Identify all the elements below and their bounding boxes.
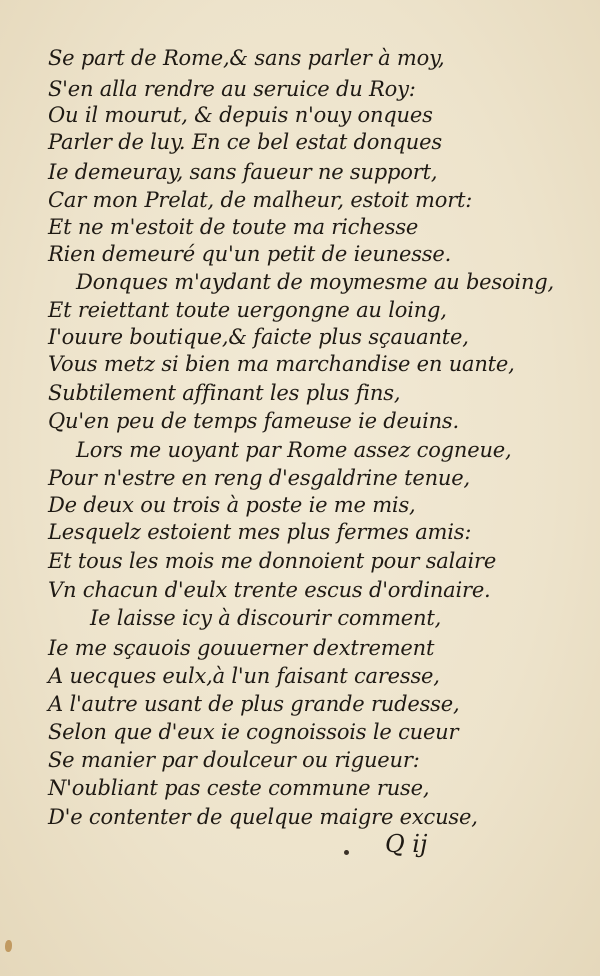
verse-line: N'oubliant pas ceste commune ruse,	[48, 776, 430, 800]
verse-line: Qu'en peu de temps fameuse ie deuins.	[48, 409, 459, 433]
verse-line: Et tous les mois me donnoient pour salaire	[48, 549, 497, 573]
verse-line: Selon que d'eux ie cognoissois le cueur	[48, 720, 459, 744]
verse-line: A uecques eulx,à l'un faisant caresse,	[48, 664, 440, 688]
ink-dot	[344, 850, 349, 855]
verse-line: Ou il mourut, & depuis n'ouy onques	[48, 103, 433, 127]
verse-line: Lesquelz estoient mes plus fermes amis:	[48, 520, 472, 544]
verse-line: Ie demeuray, sans faueur ne support,	[48, 160, 438, 184]
signature-mark: Q ij	[385, 830, 428, 858]
verse-line: Et ne m'estoit de toute ma richesse	[48, 215, 419, 239]
verse-line: Car mon Prelat, de malheur, estoit mort:	[48, 188, 473, 212]
verse-line: Rien demeuré qu'un petit de ieunesse.	[48, 242, 452, 266]
verse-line: Pour n'estre en reng d'esgaldrine tenue,	[48, 466, 470, 490]
verse-line: Ie laisse icy à discourir comment,	[90, 606, 442, 630]
verse-line: A l'autre usant de plus grande rudesse,	[48, 692, 460, 716]
page-stain	[5, 940, 12, 952]
verse-line: I'ouure boutique,& faicte plus sçauante,	[48, 325, 469, 349]
verse-line: Lors me uoyant par Rome assez cogneue,	[76, 438, 512, 462]
verse-line: Vn chacun d'eulx trente escus d'ordinaire.	[48, 578, 491, 602]
verse-line: De deux ou trois à poste ie me mis,	[48, 493, 416, 517]
verse-line: D'e contenter de quelque maigre excuse,	[48, 805, 478, 829]
verse-line: Donques m'aydant de moymesme au besoing,	[76, 270, 554, 294]
verse-line: Ie me sçauois gouuerner dextrement	[48, 636, 435, 660]
verse-line: Se manier par doulceur ou rigueur:	[48, 748, 420, 772]
verse-line: Et reiettant toute uergongne au loing,	[48, 298, 447, 322]
verse-line: Parler de luy. En ce bel estat donques	[48, 130, 442, 154]
verse-line: Subtilement affinant les plus fins,	[48, 381, 401, 405]
verse-line: Se part de Rome,& sans parler à moy,	[48, 46, 445, 70]
verse-line: S'en alla rendre au seruice du Roy:	[48, 77, 416, 101]
verse-line: Vous metz si bien ma marchandise en uante,	[48, 352, 515, 376]
